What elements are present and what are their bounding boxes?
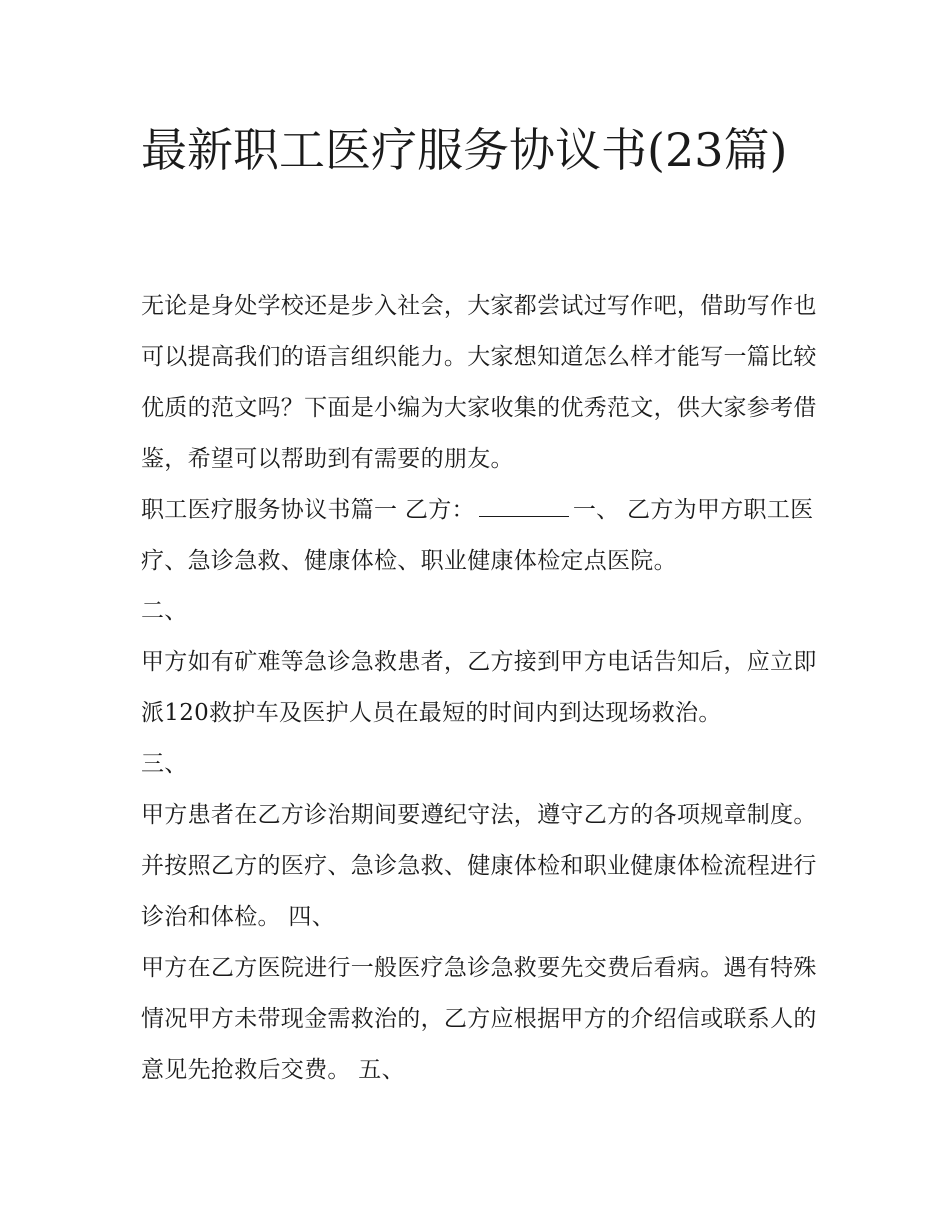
paragraph-5: 甲方患者在乙方诊治期间要遵纪守法，遵守乙方的各项规章制度。并按照乙方的医疗、急诊急救、健康体检和职业健康体检流程进行诊治和体检。 四、: [141, 802, 817, 930]
paragraph-1-suffix: 一、 乙方为甲方职工医疗、急诊急救、健康体检、职业健康体检定点医院。: [141, 496, 814, 574]
paragraph-1-prefix: 职工医疗服务协议书篇一 乙方：: [141, 496, 475, 523]
paragraph-6: 甲方在乙方医院进行一般医疗急诊急救要先交费后看病。遇有特殊情况甲方未带现金需救治的，乙方应根据甲方的介绍信或联系人的意见先抢救后交费。 五、: [141, 954, 817, 1083]
paragraph-2: 二、: [141, 598, 188, 625]
document-body: [141, 281, 817, 1096]
intro-paragraph: 无论是身处学校还是步入社会，大家都尝试过写作吧，借助写作也可以提高我们的语言组织能力。大家想知道怎么样才能写一篇比较优质的范文吗？下面是小编为大家收集的优秀范文，供大家参考借鉴，希望可以帮助到有需要的朋友。: [141, 293, 817, 472]
paragraph-1: [141, 485, 817, 587]
document-title: 最新职工医疗服务协议书(23篇): [141, 123, 788, 177]
blank-underline: [479, 494, 569, 517]
paragraph-4: 三、: [141, 751, 188, 778]
paragraph-3: 甲方如有矿难等急诊急救患者，乙方接到甲方电话告知后，应立即派120救护车及医护人员在最短的时间内到达现场救治。: [141, 649, 817, 727]
